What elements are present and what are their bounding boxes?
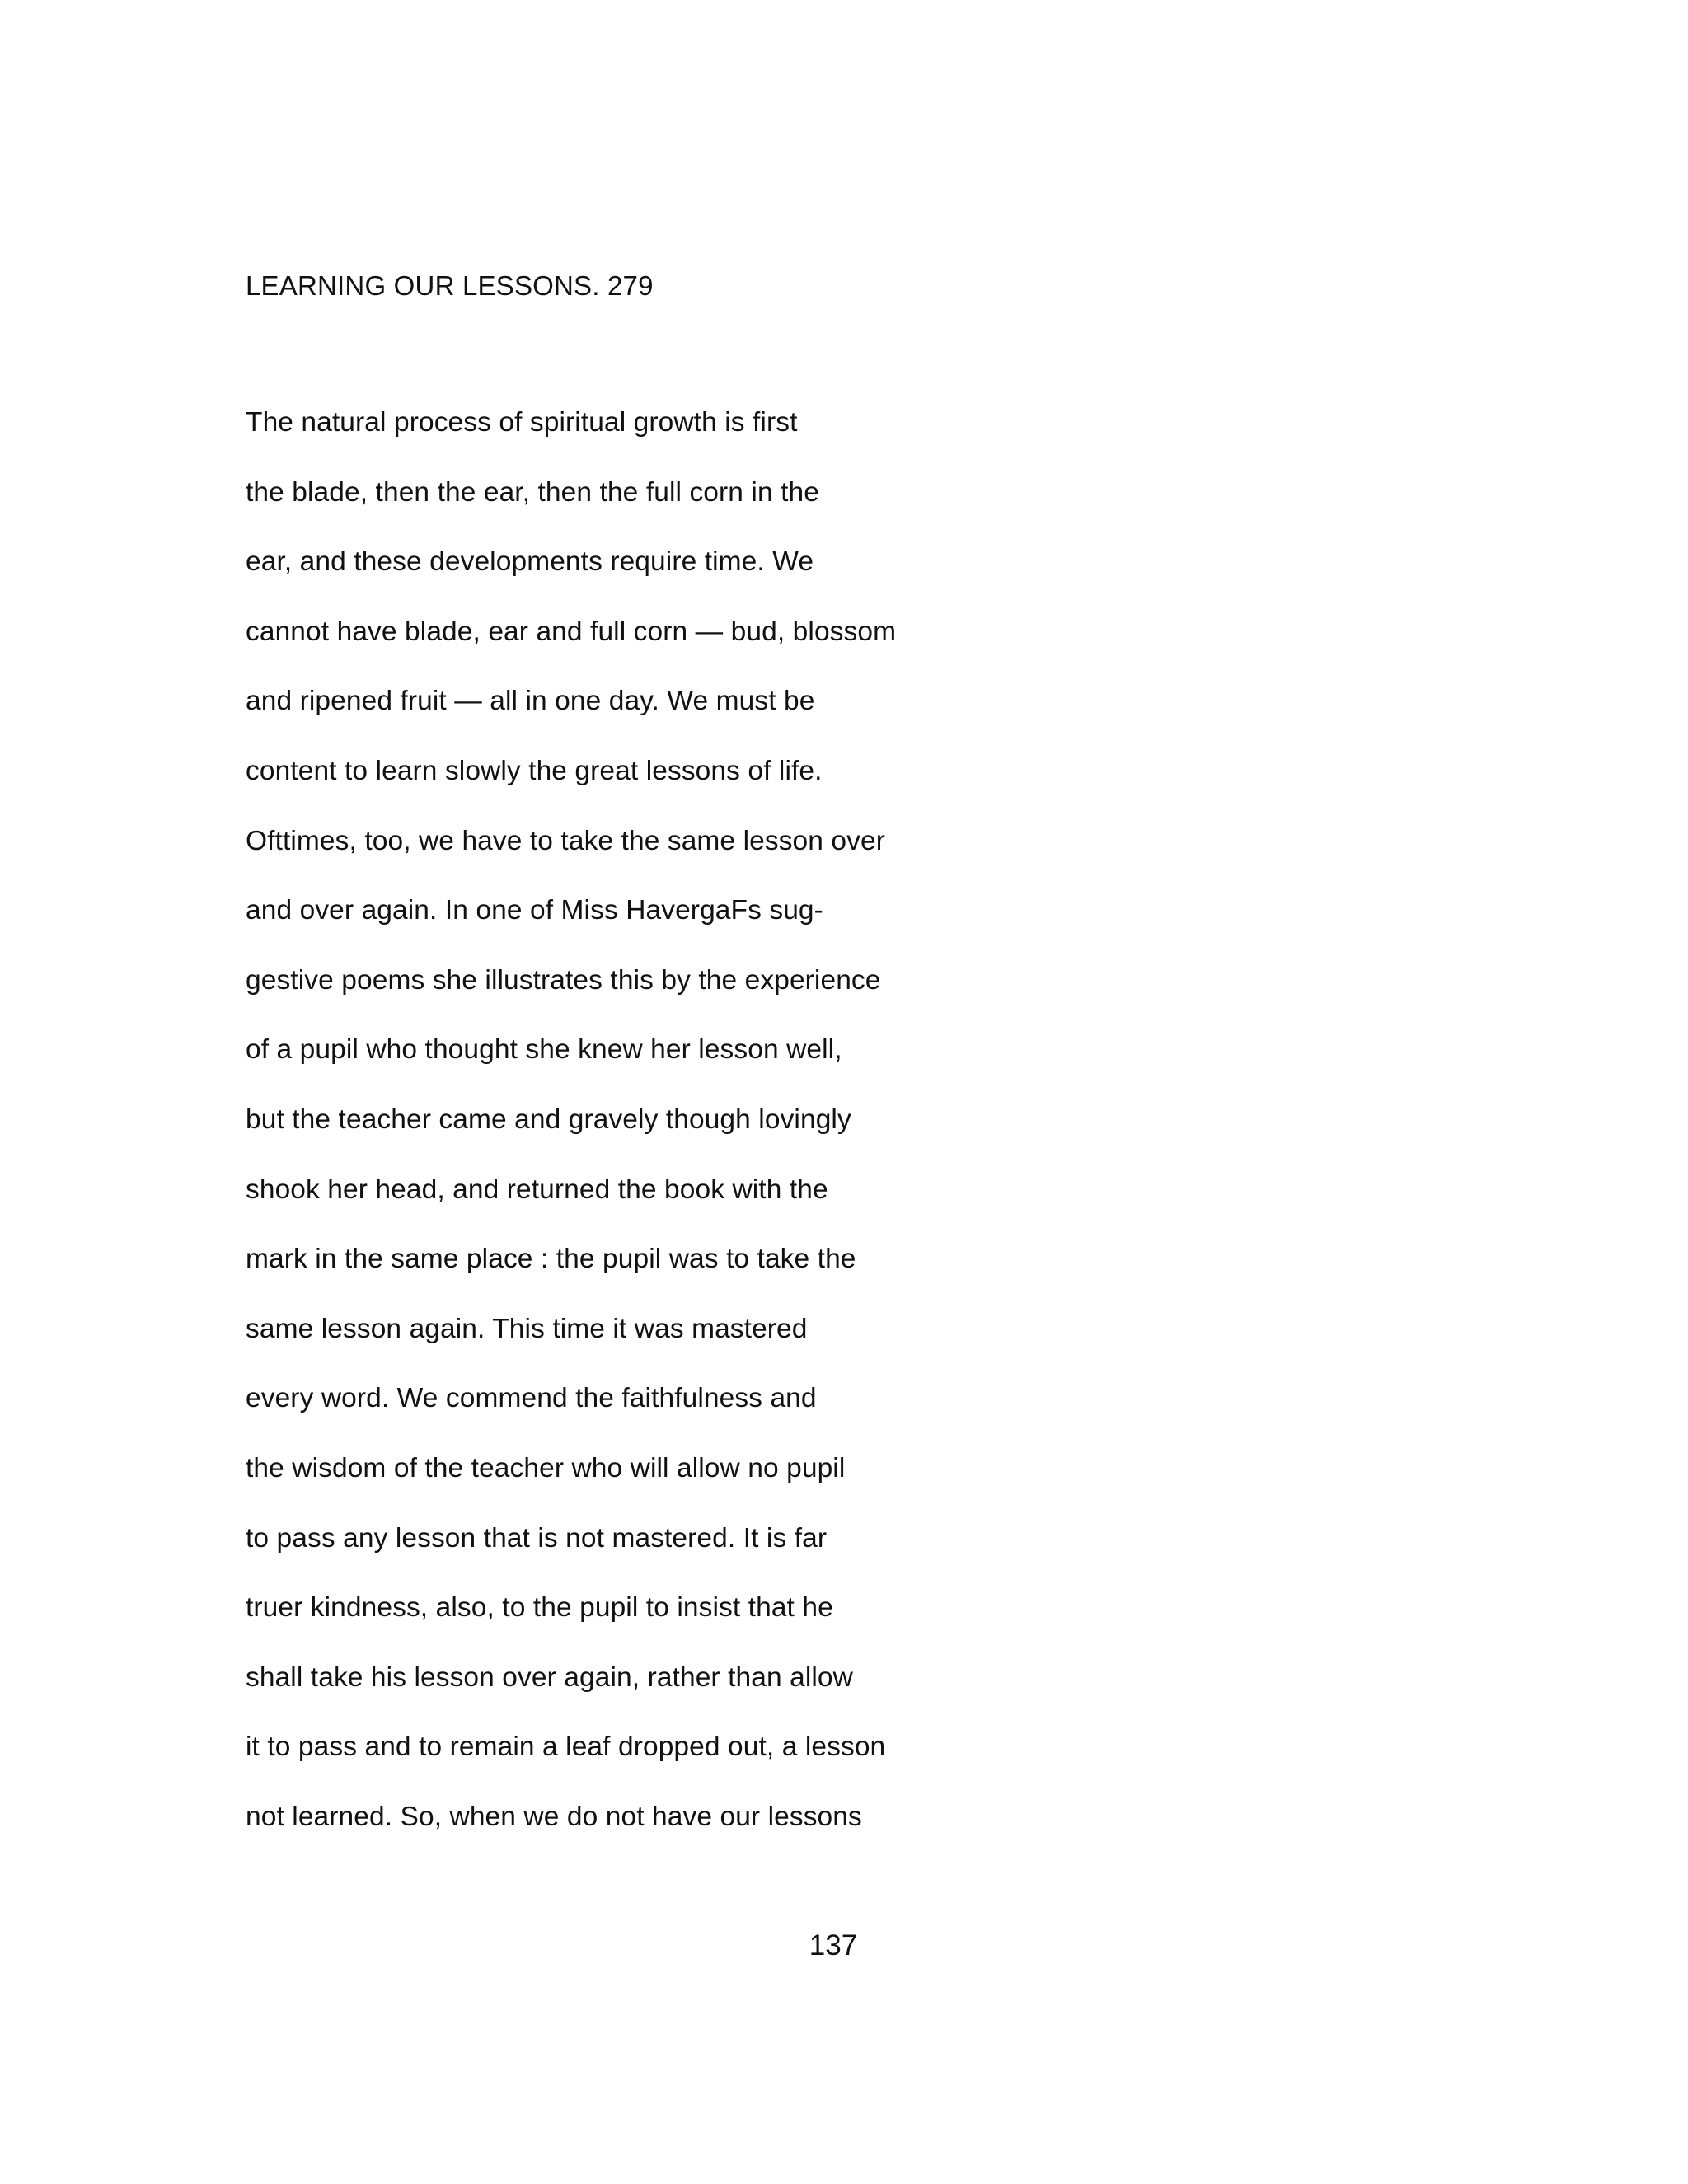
text-line: same lesson again. This time it was mastered <box>246 1313 808 1344</box>
text-line: but the teacher came and gravely though lovingly <box>246 1104 851 1135</box>
text-line: cannot have blade, ear and full corn — bud, blossom <box>246 616 897 647</box>
text-line: to pass any lesson that is not mastered. It is far <box>246 1522 828 1554</box>
running-head: LEARNING OUR LESSONS. 279 <box>246 270 654 301</box>
page-number: 137 <box>809 1929 858 1961</box>
text-line: content to learn slowly the great lessons of life. <box>246 755 823 786</box>
text-line: it to pass and to remain a leaf dropped out, a lesson <box>246 1732 886 1763</box>
text-line: The natural process of spiritual growth is first <box>246 407 798 438</box>
text-line: every word. We commend the faithfulness and <box>246 1383 817 1414</box>
text-line: shook her head, and returned the book with the <box>246 1174 828 1205</box>
text-line: not learned. So, when we do not have our lessons <box>246 1801 862 1832</box>
text-line: ear, and these developments require time. We <box>246 546 814 578</box>
text-line: truer kindness, also, to the pupil to insist that he <box>246 1592 833 1624</box>
text-line: Ofttimes, too, we have to take the same lesson over <box>246 825 885 856</box>
text-line: and ripened fruit — all in one day. We must be <box>246 686 815 717</box>
text-line: shall take his lesson over again, rather than allow <box>246 1661 853 1693</box>
text-line: of a pupil who thought she knew her lesson well, <box>246 1034 842 1066</box>
text-line: gestive poems she illustrates this by the experience <box>246 964 881 996</box>
text-line: and over again. In one of Miss HavergaFs sug- <box>246 895 823 926</box>
body-text <box>246 406 1317 1870</box>
text-line: mark in the same place : the pupil was to take the <box>246 1244 856 1275</box>
text-line: the wisdom of the teacher who will allow no pupil <box>246 1452 846 1483</box>
text-line: the blade, then the ear, then the full corn in the <box>246 476 819 508</box>
